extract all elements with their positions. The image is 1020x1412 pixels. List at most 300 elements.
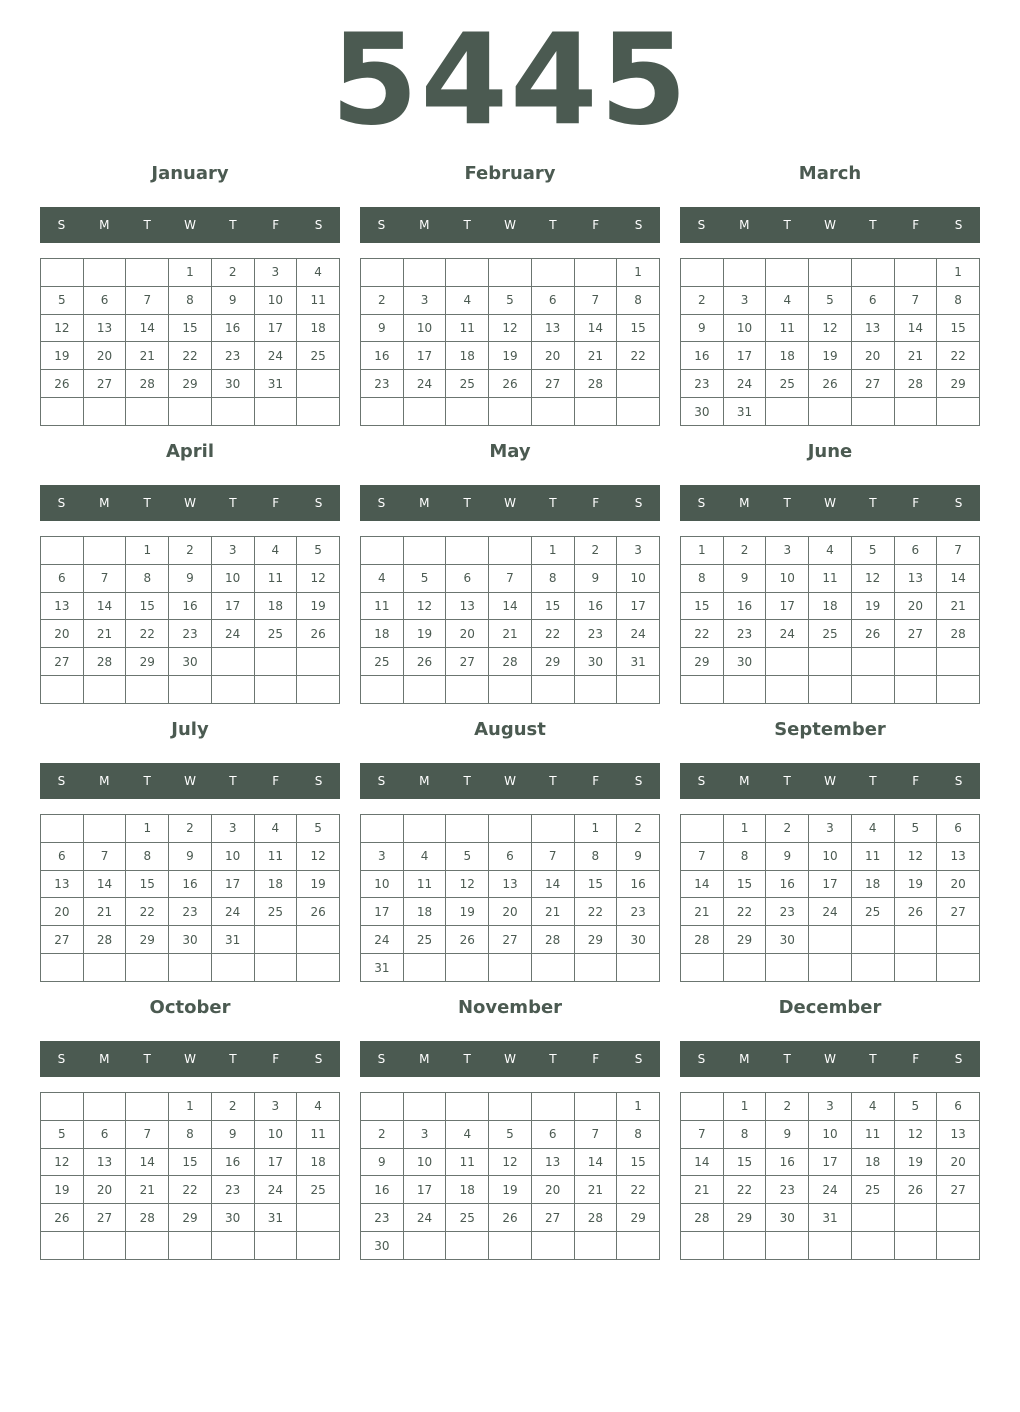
week-row [681,870,980,898]
day-cell [489,954,532,982]
week-row [681,537,980,565]
day-cell: 9 [723,564,766,592]
day-cell: 29 [126,648,169,676]
day-cell [809,259,852,287]
day-cell: 30 [169,648,212,676]
month-name: January [151,163,229,184]
day-cell: 20 [41,898,84,926]
day-cell [766,1232,809,1260]
week-row [681,314,980,342]
day-cell: 5 [297,815,340,843]
day-cell: 27 [83,370,126,398]
day-cell [297,926,340,954]
day-cell: 7 [126,286,169,314]
day-cell [766,398,809,426]
day-cell: 8 [681,564,724,592]
day-cell: 6 [83,286,126,314]
day-cell [446,398,489,426]
day-cell: 7 [489,564,532,592]
month-name: November [457,997,563,1018]
day-cell: 6 [894,537,937,565]
day-cell: 10 [809,1120,852,1148]
day-cell: 13 [41,592,84,620]
weekday-label: M [419,496,430,510]
week-row [41,926,340,954]
week-row [681,648,980,676]
day-cell: 24 [723,370,766,398]
day-grid [40,1092,340,1260]
day-cell: 2 [169,537,212,565]
day-cell: 21 [83,898,126,926]
weekday-label: S [314,774,323,788]
day-cell: 5 [809,286,852,314]
day-cell [211,398,254,426]
month-name: June [807,441,853,462]
weekday-label: S [954,218,963,232]
day-cell [446,676,489,704]
day-cell [403,537,446,565]
year-title: 5445 [330,6,690,153]
week-row [361,537,660,565]
day-cell: 17 [211,592,254,620]
day-cell: 22 [723,1176,766,1204]
day-cell [254,1232,297,1260]
day-cell: 22 [531,620,574,648]
day-grid [360,258,660,426]
day-cell: 25 [254,898,297,926]
day-cell: 19 [894,1148,937,1176]
day-cell: 4 [446,286,489,314]
day-cell: 15 [723,870,766,898]
day-grid [360,536,660,704]
weekday-label: T [783,218,791,232]
day-cell [617,370,660,398]
weekday-label: F [912,1052,920,1066]
day-cell: 10 [403,1148,446,1176]
day-cell: 6 [41,564,84,592]
weekday-label: M [99,1052,110,1066]
day-cell: 8 [617,1120,660,1148]
day-grid [40,814,340,982]
weekday-label: T [229,774,237,788]
month-name: October [149,997,231,1018]
day-cell [681,954,724,982]
day-cell: 28 [83,648,126,676]
weekday-label: M [99,774,110,788]
day-cell: 24 [211,620,254,648]
day-cell: 26 [41,1204,84,1232]
day-cell [937,676,980,704]
day-cell [446,537,489,565]
day-cell: 9 [169,564,212,592]
day-cell: 13 [894,564,937,592]
day-cell: 21 [574,1176,617,1204]
day-cell [894,259,937,287]
day-cell [297,676,340,704]
day-cell: 21 [894,342,937,370]
day-cell: 29 [574,926,617,954]
day-cell: 31 [254,370,297,398]
day-cell: 25 [297,342,340,370]
weekday-label: T [229,218,237,232]
day-cell: 22 [574,898,617,926]
day-cell [574,954,617,982]
day-cell: 29 [531,648,574,676]
day-cell: 21 [489,620,532,648]
weekday-label: M [99,496,110,510]
day-cell [531,676,574,704]
week-row [361,592,660,620]
day-grid [360,1092,660,1260]
day-cell: 15 [617,1148,660,1176]
day-cell: 21 [681,1176,724,1204]
day-cell: 23 [361,1204,404,1232]
day-grid [680,536,980,704]
weekday-label: M [99,218,110,232]
day-cell: 23 [169,620,212,648]
day-cell: 16 [211,1148,254,1176]
day-cell: 11 [446,1148,489,1176]
day-cell [297,954,340,982]
week-row [41,259,340,287]
weekday-label: T [783,774,791,788]
week-row [41,898,340,926]
day-cell: 26 [894,1176,937,1204]
day-cell: 20 [83,1176,126,1204]
day-cell: 30 [169,926,212,954]
day-cell: 9 [211,1120,254,1148]
week-row [41,370,340,398]
day-cell: 18 [766,342,809,370]
day-cell: 24 [211,898,254,926]
day-cell: 27 [851,370,894,398]
day-cell: 7 [681,1120,724,1148]
day-cell: 27 [531,1204,574,1232]
week-row [41,815,340,843]
day-cell [894,926,937,954]
day-cell [41,259,84,287]
weekday-label: S [377,1052,386,1066]
day-cell: 14 [574,314,617,342]
day-cell: 16 [766,1148,809,1176]
day-cell: 5 [894,815,937,843]
day-cell: 31 [254,1204,297,1232]
day-cell: 28 [126,370,169,398]
day-cell [766,676,809,704]
day-cell: 1 [126,537,169,565]
day-cell: 4 [446,1120,489,1148]
day-cell: 25 [446,370,489,398]
weekday-header [40,1041,340,1077]
day-cell: 17 [809,1148,852,1176]
month-name: July [171,719,209,740]
day-cell: 26 [41,370,84,398]
day-cell: 26 [446,926,489,954]
day-cell [446,815,489,843]
weekday-label: T [869,774,877,788]
day-cell: 7 [83,842,126,870]
day-cell: 10 [403,314,446,342]
weekday-label: S [57,1052,66,1066]
day-cell: 13 [531,1148,574,1176]
week-row [681,815,980,843]
day-cell [681,815,724,843]
day-cell: 10 [809,842,852,870]
day-cell: 15 [126,870,169,898]
day-cell: 12 [894,1120,937,1148]
day-cell: 9 [361,314,404,342]
week-row [361,954,660,982]
day-cell: 7 [126,1120,169,1148]
day-cell [403,259,446,287]
week-row [681,564,980,592]
day-cell: 10 [211,842,254,870]
day-cell: 8 [126,842,169,870]
day-cell [851,648,894,676]
day-cell: 25 [297,1176,340,1204]
day-cell [851,676,894,704]
day-cell: 18 [851,1148,894,1176]
day-cell: 24 [254,1176,297,1204]
weekday-label: F [912,774,920,788]
day-cell: 11 [254,842,297,870]
week-row [361,564,660,592]
week-row [361,898,660,926]
day-cell: 13 [937,1120,980,1148]
day-cell: 8 [617,286,660,314]
day-cell: 12 [851,564,894,592]
week-row [361,1204,660,1232]
day-cell: 6 [937,1093,980,1121]
day-cell: 3 [254,1093,297,1121]
day-cell [254,676,297,704]
weekday-label: W [824,774,836,788]
day-cell: 6 [41,842,84,870]
day-cell: 22 [169,1176,212,1204]
day-cell: 21 [126,342,169,370]
day-cell: 13 [531,314,574,342]
day-cell [41,1093,84,1121]
week-row [681,926,980,954]
day-cell: 7 [894,286,937,314]
day-cell [169,954,212,982]
day-cell: 20 [446,620,489,648]
day-grid [40,536,340,704]
day-grid [40,258,340,426]
weekday-header [360,207,660,243]
day-cell: 4 [766,286,809,314]
day-cell: 26 [894,898,937,926]
day-cell: 20 [41,620,84,648]
day-cell: 22 [126,898,169,926]
day-cell: 8 [937,286,980,314]
day-cell [574,676,617,704]
day-cell: 21 [574,342,617,370]
day-grid [680,814,980,982]
day-cell: 23 [211,1176,254,1204]
day-cell [361,537,404,565]
day-cell [937,954,980,982]
day-cell: 8 [531,564,574,592]
day-cell [126,259,169,287]
day-cell: 27 [531,370,574,398]
day-cell: 22 [681,620,724,648]
day-cell [766,648,809,676]
day-cell [361,676,404,704]
day-cell: 4 [254,537,297,565]
day-cell: 21 [531,898,574,926]
day-cell: 16 [574,592,617,620]
day-cell: 5 [489,1120,532,1148]
week-row [361,1232,660,1260]
day-cell: 24 [403,1204,446,1232]
day-cell: 16 [211,314,254,342]
day-cell: 16 [169,870,212,898]
day-cell: 16 [681,342,724,370]
weekday-label: T [783,1052,791,1066]
day-cell: 1 [126,815,169,843]
day-cell: 2 [574,537,617,565]
day-cell [254,926,297,954]
day-cell: 18 [446,1176,489,1204]
week-row [361,370,660,398]
day-cell: 23 [361,370,404,398]
day-cell: 3 [361,842,404,870]
day-cell: 25 [446,1204,489,1232]
day-cell: 7 [83,564,126,592]
weekday-label: M [739,496,750,510]
day-cell: 24 [254,342,297,370]
day-cell [937,1204,980,1232]
day-cell: 21 [126,1176,169,1204]
day-cell: 4 [297,1093,340,1121]
weekday-label: S [954,496,963,510]
day-cell: 26 [297,620,340,648]
day-cell: 23 [617,898,660,926]
day-cell: 6 [531,1120,574,1148]
weekday-label: F [912,496,920,510]
day-cell [851,259,894,287]
day-cell [809,676,852,704]
day-cell: 14 [681,870,724,898]
day-cell [617,954,660,982]
day-cell: 2 [361,1120,404,1148]
day-cell: 14 [937,564,980,592]
week-row [41,342,340,370]
day-cell: 14 [681,1148,724,1176]
day-cell: 19 [297,870,340,898]
weekday-header [680,485,980,521]
day-cell [169,398,212,426]
day-cell [617,398,660,426]
day-cell: 26 [809,370,852,398]
day-cell: 2 [617,815,660,843]
month-name: March [798,163,862,184]
week-row [681,1176,980,1204]
week-row [41,620,340,648]
day-cell [361,259,404,287]
day-cell: 14 [126,314,169,342]
week-row [41,398,340,426]
day-cell: 30 [766,1204,809,1232]
day-cell [403,398,446,426]
day-cell: 25 [254,620,297,648]
day-cell: 13 [446,592,489,620]
day-cell: 2 [211,1093,254,1121]
weekday-label: W [184,1052,196,1066]
day-cell: 11 [361,592,404,620]
week-row [41,564,340,592]
day-cell [41,676,84,704]
day-cell: 18 [254,592,297,620]
day-cell: 9 [617,842,660,870]
day-cell: 3 [766,537,809,565]
weekday-label: S [314,1052,323,1066]
day-cell: 29 [723,926,766,954]
day-cell [723,1232,766,1260]
day-cell: 14 [894,314,937,342]
day-cell [403,1093,446,1121]
day-cell: 7 [531,842,574,870]
day-cell: 23 [211,342,254,370]
day-cell: 6 [83,1120,126,1148]
day-cell: 25 [361,648,404,676]
weekday-label: T [143,218,151,232]
day-cell: 11 [851,842,894,870]
day-cell: 1 [723,1093,766,1121]
day-cell [894,398,937,426]
weekday-label: W [184,218,196,232]
day-cell: 1 [617,259,660,287]
weekday-label: T [463,496,471,510]
day-cell: 15 [617,314,660,342]
day-cell: 9 [211,286,254,314]
day-cell: 29 [169,370,212,398]
day-cell: 6 [446,564,489,592]
day-grid [680,258,980,426]
day-cell: 1 [169,1093,212,1121]
day-cell: 11 [403,870,446,898]
day-cell [937,1232,980,1260]
weekday-header [40,763,340,799]
week-row [361,870,660,898]
weekday-label: W [504,218,516,232]
day-cell: 3 [403,1120,446,1148]
day-cell: 25 [403,926,446,954]
day-cell: 20 [937,1148,980,1176]
day-cell: 30 [574,648,617,676]
day-cell: 15 [723,1148,766,1176]
week-row [361,842,660,870]
day-cell: 31 [211,926,254,954]
day-cell [851,954,894,982]
day-cell: 14 [531,870,574,898]
day-cell [937,648,980,676]
day-cell: 11 [254,564,297,592]
day-cell: 14 [83,592,126,620]
day-cell: 16 [766,870,809,898]
week-row [41,1120,340,1148]
day-cell [531,1232,574,1260]
day-cell: 10 [254,286,297,314]
day-cell: 18 [809,592,852,620]
day-cell: 24 [403,370,446,398]
day-cell: 4 [361,564,404,592]
day-cell: 3 [723,286,766,314]
day-cell: 26 [489,370,532,398]
day-cell: 11 [809,564,852,592]
day-cell [766,259,809,287]
